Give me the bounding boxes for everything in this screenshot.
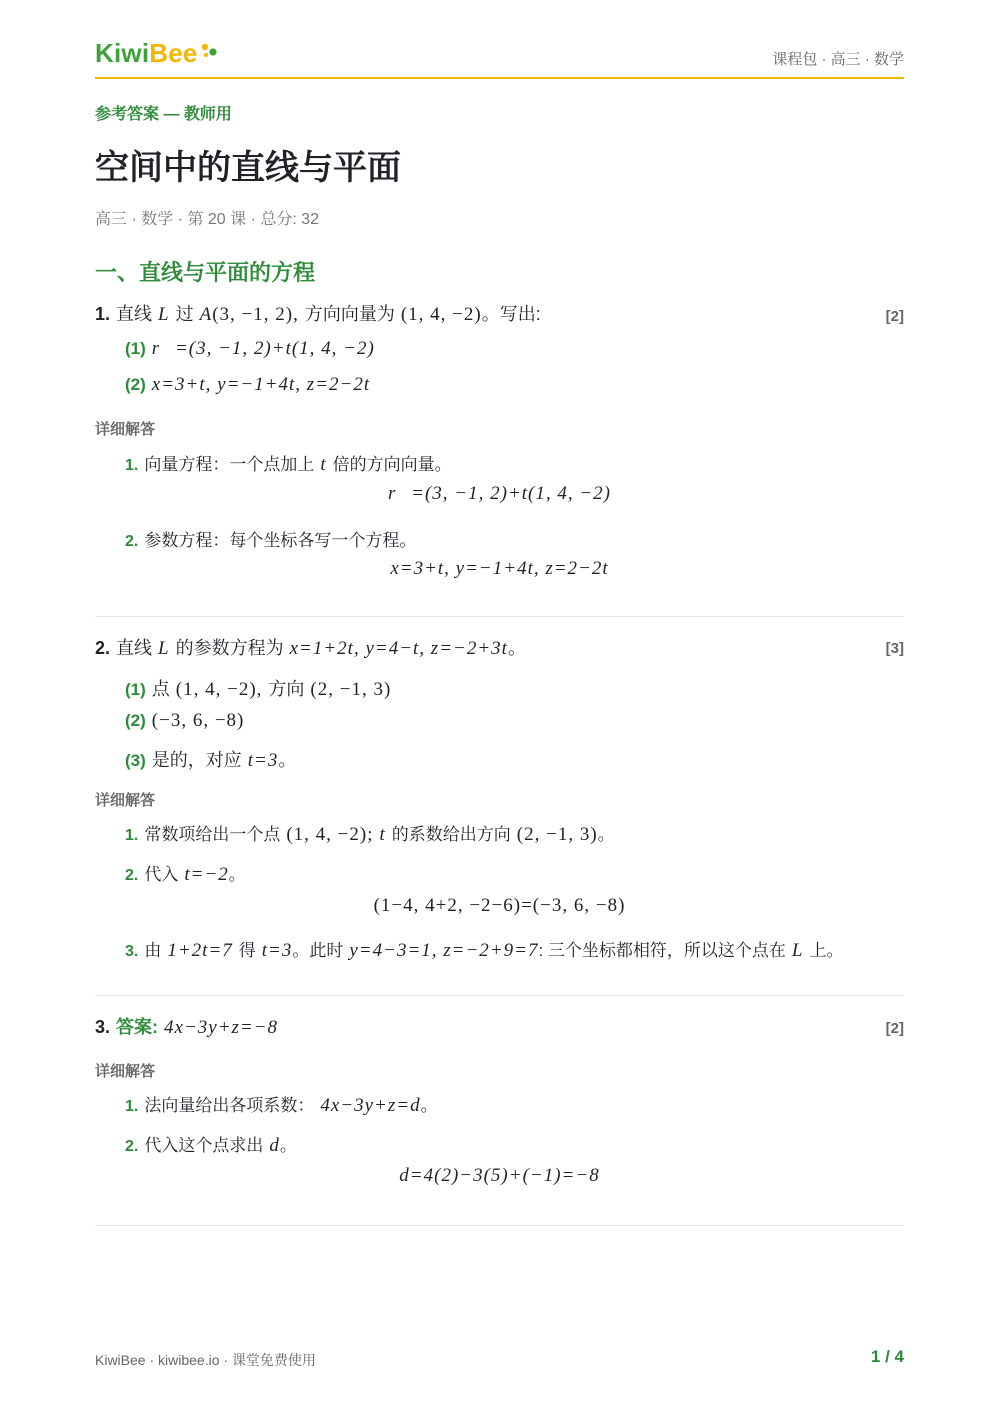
step-text: 代入这个点求出 [144,1136,264,1155]
question-text: 的参数方程为 [175,638,284,658]
step-text: 的系数给出方向 [391,825,511,844]
step-number: 2. [125,533,139,550]
question-text: 。 [507,638,526,658]
solution-step [125,450,452,476]
step-text: 。 [279,1136,297,1155]
step-text: 。 [228,865,246,884]
question-text: 方向向量为 [304,304,395,324]
detailed-solution-label: 详细解答 [95,792,156,809]
question-3 [95,1013,278,1039]
question-divider [95,616,904,617]
solution-step [125,860,246,886]
step-text: 上。 [809,941,844,960]
step-text: 。此时 [292,941,344,960]
step-text: : 三个坐标都相符，所以这个点在 [538,941,786,960]
part-label: (1) [125,680,146,699]
step-text: 得 [238,941,256,960]
solution-step [125,820,615,846]
step-number: 2. [125,1138,139,1155]
math-expression: t [320,454,327,475]
part-label: (2) [125,711,146,730]
math-expression: 4x−3y+z=−8 [164,1017,279,1038]
marks-badge: [3] [885,640,904,657]
page-number: 1 / 4 [870,1347,904,1366]
math-expression: t=−2 [184,864,229,885]
math-expression: y=4−3=1, z=−2+9=7 [349,940,539,961]
question-text: 。写出: [481,304,541,324]
part-label: (1) [125,339,146,358]
step-text: 。 [597,825,615,844]
step-number: 1. [125,457,139,474]
math-expression: (3, −1, 2), [212,304,299,325]
math-expression: (1, 4, −2) [400,304,482,325]
answer-part [125,374,370,396]
kiwibee-logo [95,38,198,69]
logo-dots-icon [200,41,220,61]
math-expression: 4x−3y+z=d [320,1095,421,1116]
math-expression: r⃗=(3, −1, 2)+t(1, 4, −2) [151,338,375,359]
answer-label: 答案: [116,1017,159,1037]
solution-step [125,526,416,551]
answer-part [125,338,375,360]
math-expression: L [791,940,804,961]
answer-part [125,710,244,732]
part-text: 方向 [268,679,305,699]
solution-step [125,1091,438,1117]
marks-badge: [2] [885,1020,904,1037]
math-expression: A [199,304,213,325]
footer-credits: KiwiBee · kiwibee.io · 课堂免费使用 [95,1352,316,1368]
math-expression: x=3+t, y=−1+4t, z=2−2t [151,374,371,395]
display-equation: r⃗=(3, −1, 2)+t(1, 4, −2) [387,483,612,504]
question-text: 过 [175,304,194,324]
answer-part [125,746,296,772]
solution-step [125,936,843,962]
question-number: 3. [95,1017,111,1037]
step-number: 3. [125,943,139,960]
display-equation: x=3+t, y=−1+4t, z=2−2t [390,558,609,579]
math-expression: L [158,638,170,659]
step-text: 向量方程：一个点加上 [144,455,315,474]
question-text: 直线 [116,304,153,324]
question-text: 直线 [116,638,153,658]
math-expression: t [379,824,386,845]
step-number: 2. [125,867,139,884]
math-expression: (2, −1, 3) [516,824,598,845]
lesson-meta: 高三 · 数学 · 第 20 课 · 总分: 32 [95,211,320,228]
math-expression: d [269,1135,280,1156]
step-number: 1. [125,1098,139,1115]
header-divider [95,77,904,79]
page-title: 空间中的直线与平面 [95,149,401,187]
answer-part [125,675,391,701]
answer-key-label: 参考答案 — 教师用 [95,106,232,123]
math-expression: (1, 4, −2); [286,824,374,845]
solution-step [125,1131,297,1157]
math-expression: t=3 [247,750,279,771]
math-expression: (1, 4, −2), [175,679,263,700]
logo-bee-text: Bee [149,38,198,68]
step-text: 法向量给出各项系数： [144,1096,315,1115]
question-1 [95,300,541,326]
question-number: 2. [95,638,111,658]
question-2 [95,634,526,660]
part-label: (3) [125,751,146,770]
step-text: 代入 [144,865,179,884]
math-expression: L [158,304,170,325]
question-number: 1. [95,304,111,324]
part-text: 。 [278,750,297,770]
math-expression: x=1+2t, y=4−t, z=−2+3t [289,638,508,659]
part-text: 点 [151,679,170,699]
detailed-solution-label: 详细解答 [95,1063,156,1080]
math-expression: (2, −1, 3) [310,679,392,700]
step-number: 1. [125,827,139,844]
math-expression: (−3, 6, −8) [151,710,245,731]
breadcrumb: 课程包 · 高三 · 数学 [772,51,904,68]
question-divider [95,1225,904,1226]
part-label: (2) [125,375,146,394]
display-equation: (1−4, 4+2, −2−6)=(−3, 6, −8) [373,895,626,916]
question-divider [95,995,904,996]
display-equation: d=4(2)−3(5)+(−1)=−8 [399,1165,600,1186]
logo-kiwi-text: Kiwi [95,38,150,68]
marks-badge: [2] [885,308,904,325]
step-text: 倍的方向向量。 [332,455,452,474]
step-text: 。 [420,1096,438,1115]
part-text: 是的，对应 [151,750,242,770]
detailed-solution-label: 详细解答 [95,421,156,438]
section-heading: 一、直线与平面的方程 [95,260,316,285]
step-text: 参数方程：每个坐标各写一个方程。 [144,531,417,550]
math-expression: 1+2t=7 [167,940,233,961]
math-expression: t=3 [261,940,293,961]
step-text: 常数项给出一个点 [144,825,281,844]
step-text: 由 [144,941,162,960]
